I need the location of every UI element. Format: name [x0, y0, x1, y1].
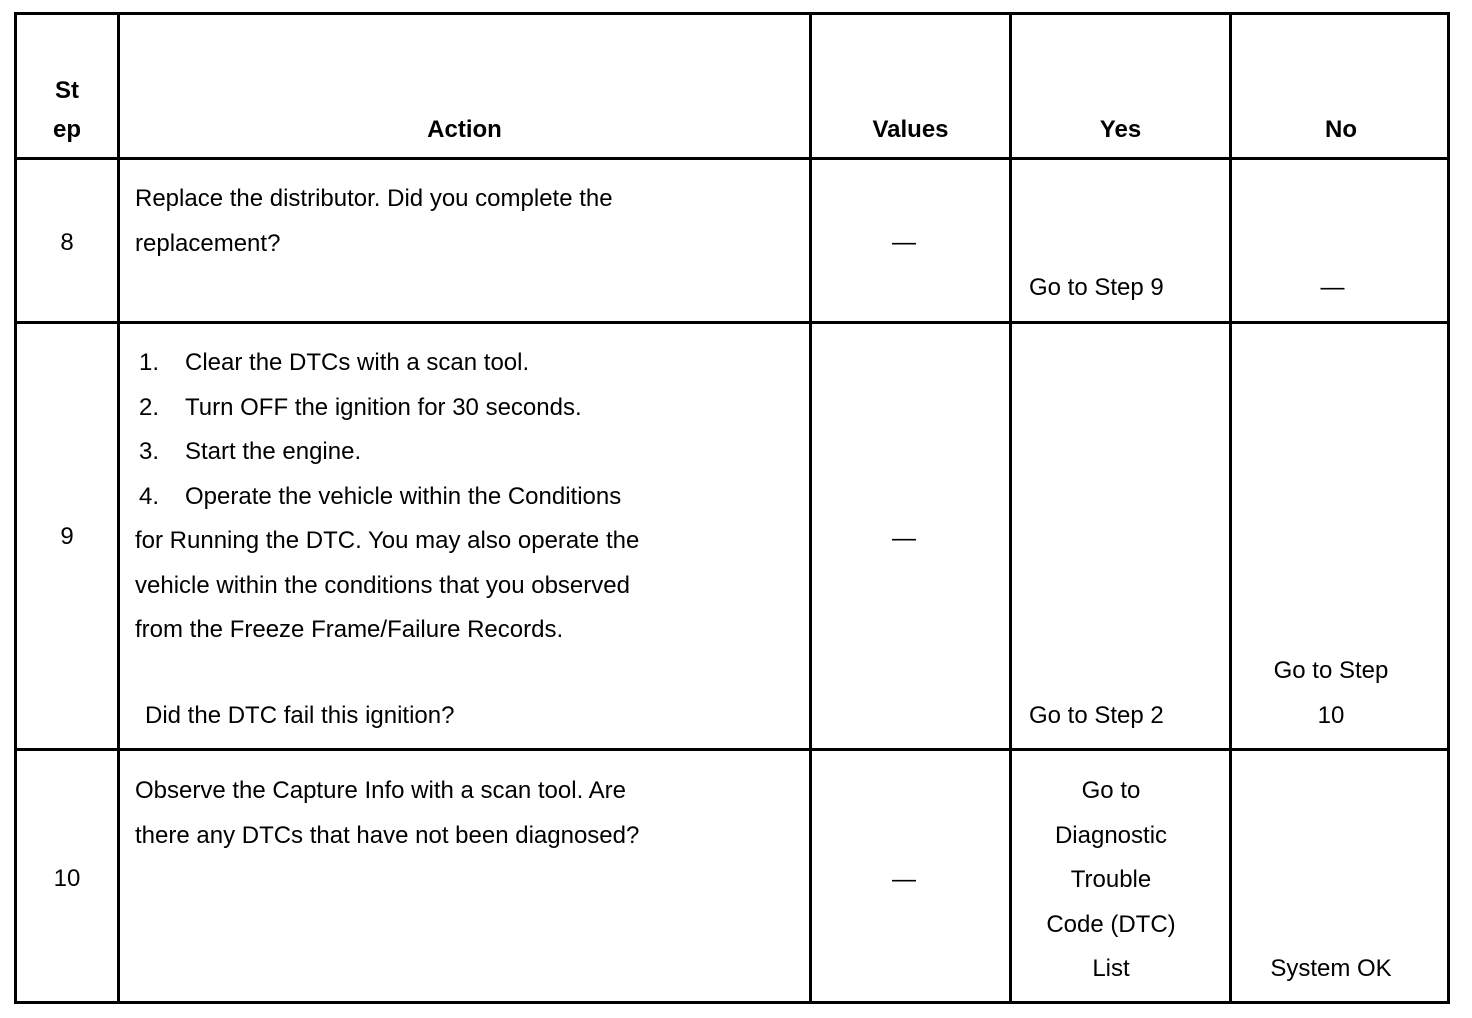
- action-text: [135, 519, 639, 653]
- list-text: Operate the vehicle within the Conditions: [185, 482, 622, 510]
- yes-line: Trouble: [1070, 866, 1152, 893]
- no-line: Go to Step: [1273, 657, 1389, 684]
- list-item: [139, 430, 621, 475]
- row-divider: [17, 157, 1447, 160]
- header-no: No: [1325, 116, 1357, 143]
- yes-line: Go to: [1081, 777, 1141, 804]
- action-line: Replace the distributor. Did you complete the: [135, 185, 613, 212]
- no-line: 10: [1317, 701, 1345, 729]
- list-number: 1.: [139, 349, 160, 376]
- values-text: —: [892, 229, 916, 256]
- step-number: 8: [60, 229, 74, 256]
- yes-line: List: [1092, 955, 1130, 982]
- list-number: 4.: [139, 482, 160, 510]
- action-list: [139, 341, 621, 519]
- action-line: from the Freeze Frame/Failure Records.: [135, 616, 564, 643]
- action-line: there any DTCs that have not been diagnosed?: [135, 821, 640, 849]
- values-text: —: [892, 866, 916, 893]
- header-step-line2: ep: [52, 116, 81, 143]
- list-text: Turn OFF the ignition for 30 seconds.: [185, 393, 582, 421]
- list-item: [139, 475, 621, 520]
- action-line: vehicle within the conditions that you observed: [135, 571, 630, 599]
- values-text: —: [892, 525, 916, 552]
- step-number: 10: [53, 865, 81, 892]
- row-divider: [17, 748, 1447, 751]
- step-number: 9: [60, 523, 74, 550]
- header-yes: Yes: [1099, 116, 1142, 143]
- no-text: —: [1320, 274, 1345, 301]
- yes-line: Diagnostic: [1054, 821, 1168, 849]
- yes-text: Go to Step 2: [1029, 702, 1164, 729]
- action-line: for Running the DTC. You may also operate the: [135, 527, 640, 554]
- yes-text: Go to Step 9: [1029, 274, 1164, 301]
- column-divider: [117, 15, 120, 1001]
- header-values: Values: [872, 116, 949, 143]
- row-divider: [17, 321, 1447, 324]
- diagnostic-table: [14, 12, 1450, 1004]
- header-step-line1: St: [55, 77, 79, 104]
- no-text: [1232, 649, 1430, 738]
- action-text: [135, 769, 639, 858]
- no-text: System OK: [1270, 955, 1392, 982]
- yes-text: [1012, 769, 1210, 992]
- action-text: [135, 177, 613, 266]
- header-action: Action: [427, 116, 502, 143]
- list-text: Clear the DTCs with a scan tool.: [185, 349, 530, 376]
- list-number: 2.: [139, 393, 160, 421]
- list-item: [139, 341, 621, 386]
- column-divider: [1229, 15, 1232, 1001]
- yes-line: Code (DTC): [1046, 910, 1176, 938]
- question-text: Did the DTC fail this ignition?: [145, 702, 455, 729]
- header-step: [17, 71, 117, 149]
- column-divider: [809, 15, 812, 1001]
- action-line: replacement?: [135, 229, 281, 257]
- list-text: Start the engine.: [185, 438, 362, 465]
- list-item: [139, 386, 621, 431]
- action-line: Observe the Capture Info with a scan tool. Are: [135, 777, 626, 804]
- list-number: 3.: [139, 438, 160, 465]
